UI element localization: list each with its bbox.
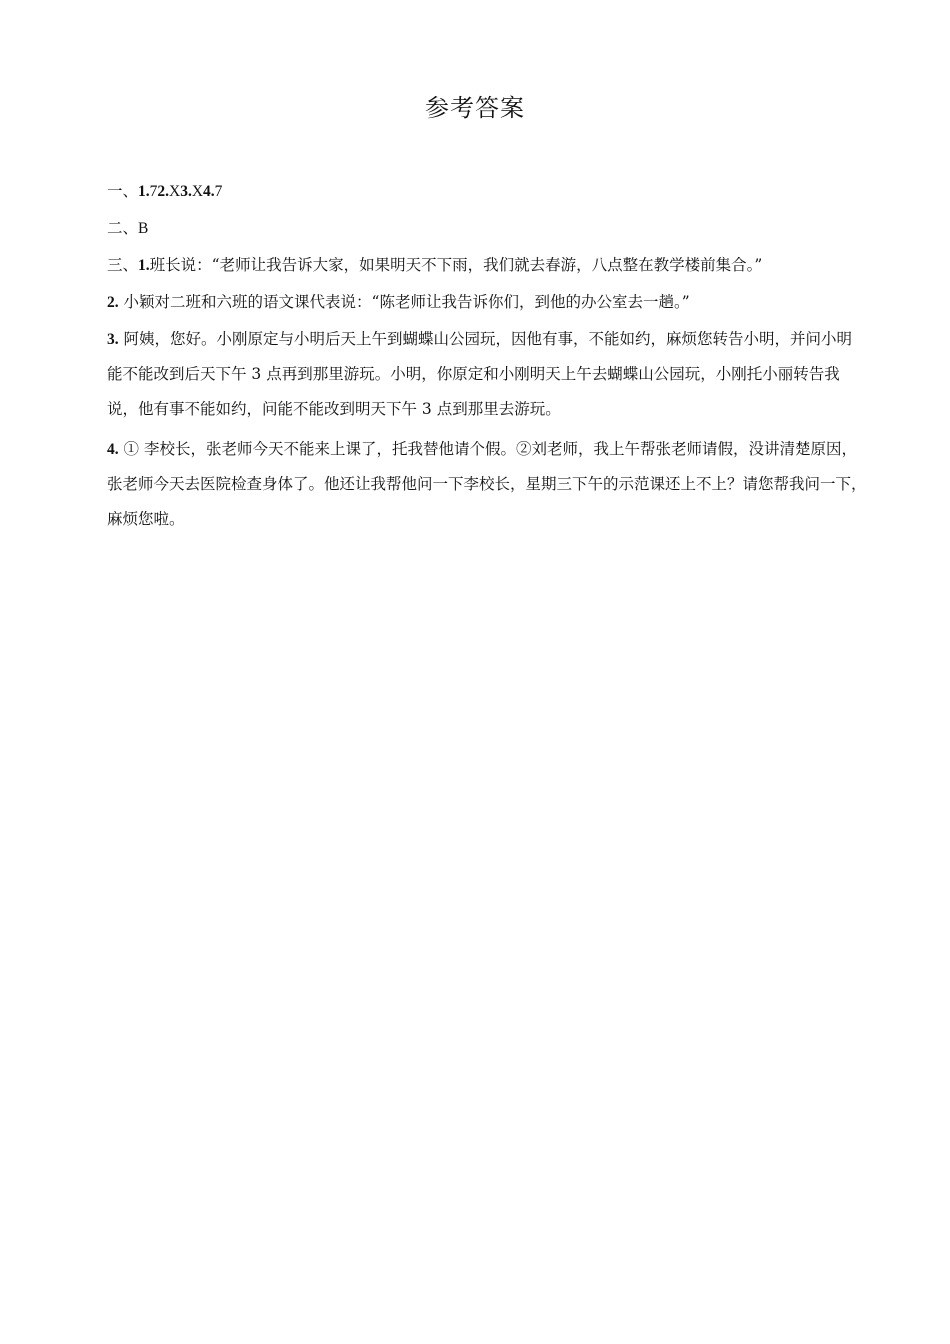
answer-2-number: 2. [157,183,170,200]
section-3-item-2 [107,289,867,326]
answer-1-number: 1. [138,183,150,200]
item-3-number: 3. [107,331,119,348]
answer-3-value: X [191,183,204,200]
item-3-text: 阿姨，您好。小刚原定与小明后天上午到蝴蝶山公园玩，因他有事，不能如约，麻烦您转告小明，并问小明能不能改到后天下午 3 点再到那里游玩。小明，你原定和小刚明天上午去蝴蝶山公园玩，小刚托小丽转告我说，他有事不能如约，问能不能改到明天下午 3 点到那里去游玩。 [107,330,853,418]
item-4-text: ① 李校长，张老师今天不能来上课了，托我替他请个假。②刘老师，我上午帮张老师请假，没讲清楚原因，张老师今天去医院检查身体了。他还让我帮他问一下李校长，星期三下午的示范课还上不上？请您帮我问一下，麻烦您啦。 [107,440,867,528]
section-1-answers [107,178,867,215]
section-2-answer: B [138,220,149,237]
section-3-item-3 [107,322,867,427]
section-2-answers [107,215,867,252]
section-3-item-4 [107,432,867,537]
page-title: 参考答案 [425,94,525,122]
item-1-text: 班长说：“老师让我告诉大家，如果明天不下雨，我们就去春游，八点整在教学楼前集合。” [149,256,763,274]
answer-2-value: X [169,183,181,200]
item-1-number: 1. [138,257,150,274]
section-1-prefix: 一、 [107,182,139,200]
answer-content [107,178,867,537]
section-2-prefix: 二、 [107,219,139,237]
answer-1-value: 7 [149,183,158,200]
item-2-text: 小颖对二班和六班的语文课代表说：“陈老师让我告诉你们，到他的办公室去一趟。” [118,293,690,311]
answer-4-value: 7 [214,183,223,200]
answer-4-number: 4. [203,183,215,200]
section-3-item-1 [107,252,867,289]
item-4-number: 4. [107,441,119,458]
item-2-number: 2. [107,294,119,311]
answer-3-number: 3. [180,183,192,200]
section-3-prefix: 三、 [107,256,139,274]
